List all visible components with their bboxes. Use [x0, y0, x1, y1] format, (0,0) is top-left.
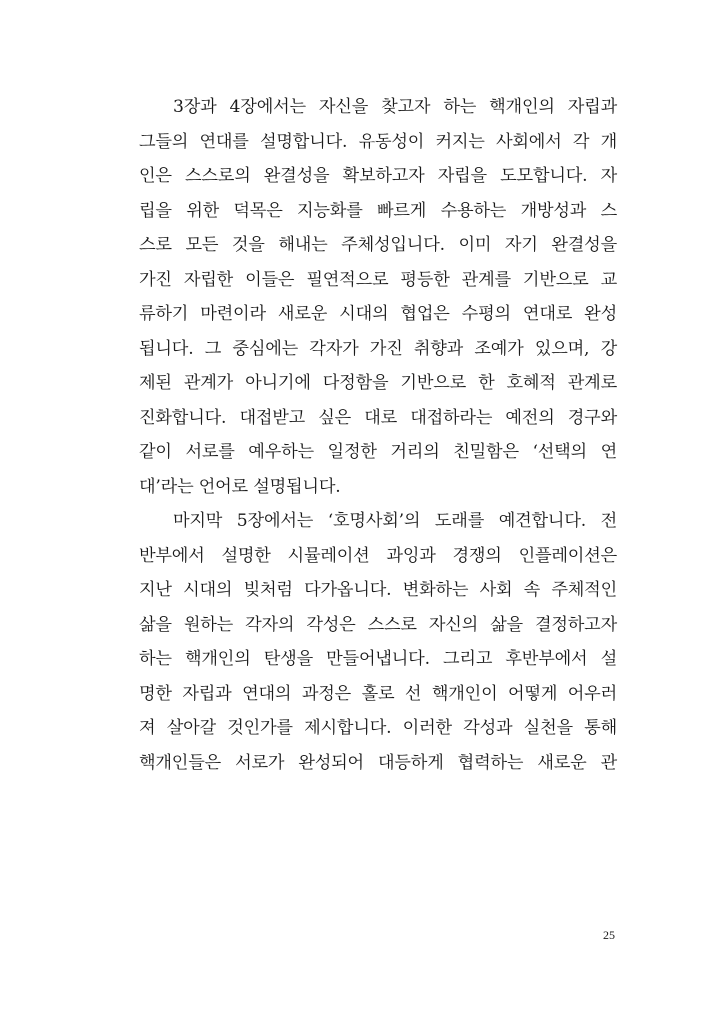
page-number: 25: [603, 928, 615, 942]
paragraph-1-line-7: 류하기 마련이라 새로운 시대의 협업은 수평의 연대로 완성: [139, 304, 617, 324]
paragraph-1-line-12: 대’라는 언어로 설명됩니다.: [139, 476, 341, 497]
paragraph-2-line-8: 핵개인들은 서로가 완성되어 대등하게 협력하는 새로운 관: [139, 752, 617, 773]
paragraph-2-line-4: 삶을 원하는 각자의 각성은 스스로 자신의 삶을 결정하고자: [139, 614, 617, 635]
paragraph-1-line-2: 그들의 연대를 설명합니다. 유동성이 커지는 사회에서 각 개: [139, 131, 617, 152]
paragraph-2-line-1: 마지막 5장에서는 ‘호명사회’의 도래를 예견합니다. 전: [173, 511, 617, 531]
body-text: [139, 90, 617, 780]
paragraph-2-line-6: 명한 자립과 연대의 과정은 홀로 선 핵개인이 어떻게 어우러: [139, 683, 617, 704]
paragraph-1-line-1: 3장과 4장에서는 자신을 찾고자 하는 핵개인의 자립과: [173, 97, 617, 117]
paragraph-1-line-3: 인은 스스로의 완결성을 확보하고자 자립을 도모합니다. 자: [139, 166, 617, 186]
paragraph-1-line-10: 진화합니다. 대접받고 싶은 대로 대접하라는 예전의 경구와: [139, 407, 617, 428]
paragraph-1-line-5: 스로 모든 것을 해내는 주체성입니다. 이미 자기 완결성을: [139, 235, 617, 255]
paragraph-2-line-7: 져 살아갈 것인가를 제시합니다. 이러한 각성과 실천을 통해: [139, 718, 617, 738]
paragraph-2-line-5: 하는 핵개인의 탄생을 만들어냅니다. 그리고 후반부에서 설: [139, 649, 617, 669]
paragraph-1-line-6: 가진 자립한 이들은 필연적으로 평등한 관계를 기반으로 교: [139, 269, 617, 290]
paragraph-1-line-9: 제된 관계가 아니기에 다정함을 기반으로 한 호혜적 관계로: [139, 373, 617, 393]
paragraph-2-line-3: 지난 시대의 빚처럼 다가옵니다. 변화하는 사회 속 주체적인: [139, 580, 617, 600]
paragraph-1-line-11: 같이 서로를 예우하는 일정한 거리의 친밀함은 ‘선택의 연: [139, 442, 617, 462]
paragraph-2-line-2: 반부에서 설명한 시뮬레이션 과잉과 경쟁의 인플레이션은: [139, 545, 617, 566]
paragraph-1-line-4: 립을 위한 덕목은 지능화를 빠르게 수용하는 개방성과 스: [139, 200, 617, 221]
paragraph-1-line-8: 됩니다. 그 중심에는 각자가 가진 취향과 조예가 있으며, 강: [139, 338, 617, 359]
